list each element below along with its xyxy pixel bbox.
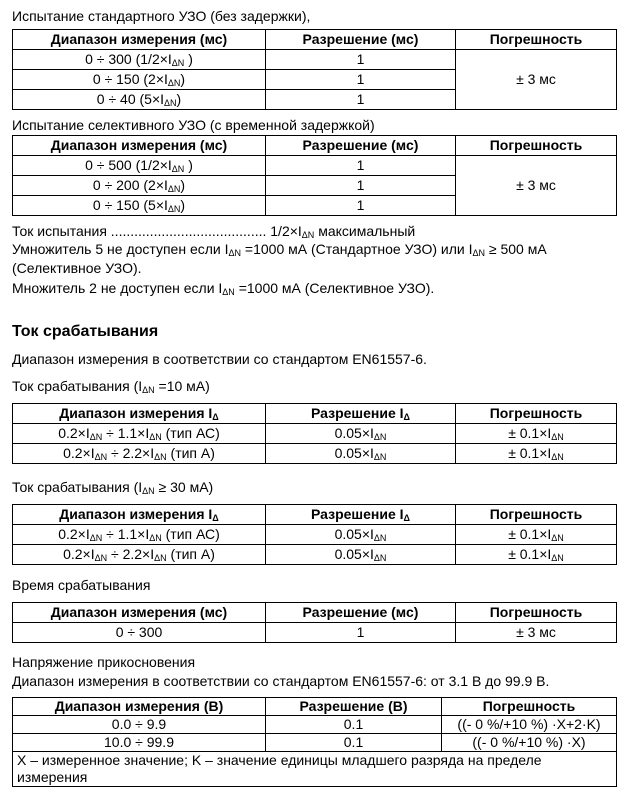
resolution-cell: 1 [266,50,456,70]
legend-note: X – измеренное значение; K – значение единицы младшего разряда на пределе измерения [13,752,617,787]
column-header: Разрешение (мс) [266,30,456,50]
table-row [13,734,617,752]
range-cell: $0.2\times I_{\Delta N} \div 1.1\times I_{\Delta N}$ (тип АС) [13,525,266,545]
range-cell: 0 ÷ 150 $(2\times I_{\Delta N})$ [13,70,266,90]
column-header: Разрешение (мс) [266,603,456,623]
table-row [13,716,617,734]
resolution-cell: 1 [266,623,456,643]
column-header: Разрешение (мс) [266,136,456,156]
trip-current-10ma-title: Ток срабатывания ($I_{\Delta N} =10$ мА) [12,378,210,395]
range-cell: 0.0 ÷ 9.9 [13,716,266,734]
table-row [13,525,617,545]
range-cell: 0 ÷ 200 $(2\times I_{\Delta N})$ [13,176,266,196]
column-header: Погрешность [442,698,617,716]
standard-note: Диапазон измерения в соответствии со стандартом EN61557-6. [12,351,427,367]
table-header-row [13,603,617,623]
resolution-cell: 0.1 [266,734,442,752]
accuracy-cell: ((- 0 %/+10 %) ·X+2·K) [442,716,617,734]
resolution-cell: 1 [266,196,456,216]
column-header: Диапазон измерения (В) [13,698,266,716]
table-header-row [13,404,617,424]
table-header-row [13,698,617,716]
resolution-cell: $0.05\times I_{\Delta N}$ [266,424,456,444]
test-current-note: Ток испытания ........................................ $1/2\times I_{\Delta N}$ максимальный [12,223,416,240]
touch-voltage-title: Напряжение прикосновения [12,654,196,670]
range-cell: 0 ÷ 40 $(5\times I_{\Delta N})$ [13,90,266,110]
standard-rcd-title: Испытание стандартного УЗО (без задержки), [12,8,311,24]
multiplier5-note-cont: (Селективное УЗО). [12,260,142,276]
column-header: Погрешность [456,505,617,525]
resolution-cell: 1 [266,176,456,196]
column-header: Диапазон измерения $I_\Delta$ [13,404,266,424]
column-header: Диапазон измерения (мс) [13,136,266,156]
accuracy-cell: ± $0.1\times I_{\Delta N}$ [456,525,617,545]
range-cell: 0 ÷ 300 ($1/2\times I_{\Delta N}$ ) [13,50,266,70]
range-cell: $0.2\times I_{\Delta N} \div 2.2\times I_{\Delta N}$ (тип А) [13,444,266,464]
resolution-cell: $0.05\times I_{\Delta N}$ [266,525,456,545]
table-row [13,156,617,176]
resolution-cell: $0.05\times I_{\Delta N}$ [266,444,456,464]
trip-current-30ma-table [12,504,617,565]
range-cell: 10.0 ÷ 99.9 [13,734,266,752]
touch-voltage-table [12,697,617,787]
table-row [13,752,617,787]
trip-time-title: Время срабатывания [12,577,151,593]
trip-current-30ma-title: Ток срабатывания ($I_{\Delta N} \ge 30$ мА) [12,479,214,496]
resolution-cell: 1 [266,70,456,90]
column-header: Разрешение (В) [266,698,442,716]
resolution-cell: 1 [266,90,456,110]
column-header: Разрешение $I_\Delta$ [266,404,456,424]
range-cell: 0 ÷ 300 [13,623,266,643]
resolution-cell: 0.1 [266,716,442,734]
table-row [13,424,617,444]
accuracy-cell: ((- 0 %/+10 %) ·X) [442,734,617,752]
table-row [13,50,617,70]
trip-current-10ma-table [12,403,617,464]
selective-rcd-title: Испытание селективного УЗО (с временной задержкой) [12,117,375,133]
multiplier5-note: Умножитель 5 не доступен если $I_{\Delta N} =1000$ мА (Стандартное УЗО) или $I_{\Delta N} \ge 500$ мА [12,241,547,258]
standard-rcd-table [12,29,617,110]
table-row [13,444,617,464]
table-row [13,623,617,643]
table-header-row [13,505,617,525]
column-header: Погрешность [456,603,617,623]
table-header-row [13,136,617,156]
column-header: Диапазон измерения $I_\Delta$ [13,505,266,525]
range-cell: 0 ÷ 500 ($1/2\times I_{\Delta N}$ ) [13,156,266,176]
accuracy-cell: ± 3 мс [456,156,617,216]
range-cell: 0 ÷ 150 $(5\times I_{\Delta N})$ [13,196,266,216]
column-header: Погрешность [456,30,617,50]
range-cell: $0.2\times I_{\Delta N} \div 1.1\times I_{\Delta N}$ (тип АС) [13,424,266,444]
accuracy-cell: ± $0.1\times I_{\Delta N}$ [456,444,617,464]
accuracy-cell: ± $0.1\times I_{\Delta N}$ [456,424,617,444]
table-header-row [13,30,617,50]
accuracy-cell: ± 3 мс [456,623,617,643]
column-header: Диапазон измерения (мс) [13,603,266,623]
accuracy-cell: ± 3 мс [456,50,617,110]
accuracy-cell: ± $0.1\times I_{\Delta N}$ [456,545,617,565]
table-row [13,545,617,565]
column-header: Погрешность [456,136,617,156]
selective-rcd-table [12,135,617,216]
touch-voltage-standard: Диапазон измерения в соответствии со стандартом EN61557-6: от 3.1 В до 99.9 В. [12,673,550,689]
resolution-cell: 1 [266,156,456,176]
column-header: Погрешность [456,404,617,424]
column-header: Диапазон измерения (мс) [13,30,266,50]
resolution-cell: $0.05\times I_{\Delta N}$ [266,545,456,565]
section-heading: Ток срабатывания [12,323,159,340]
range-cell: $0.2\times I_{\Delta N} \div 2.2\times I_{\Delta N}$ (тип А) [13,545,266,565]
multiplier2-note: Множитель 2 не доступен если $I_{\Delta N} =1000$ мА (Селективное УЗО). [12,280,435,297]
trip-time-table [12,602,617,643]
column-header: Разрешение $I_\Delta$ [266,505,456,525]
